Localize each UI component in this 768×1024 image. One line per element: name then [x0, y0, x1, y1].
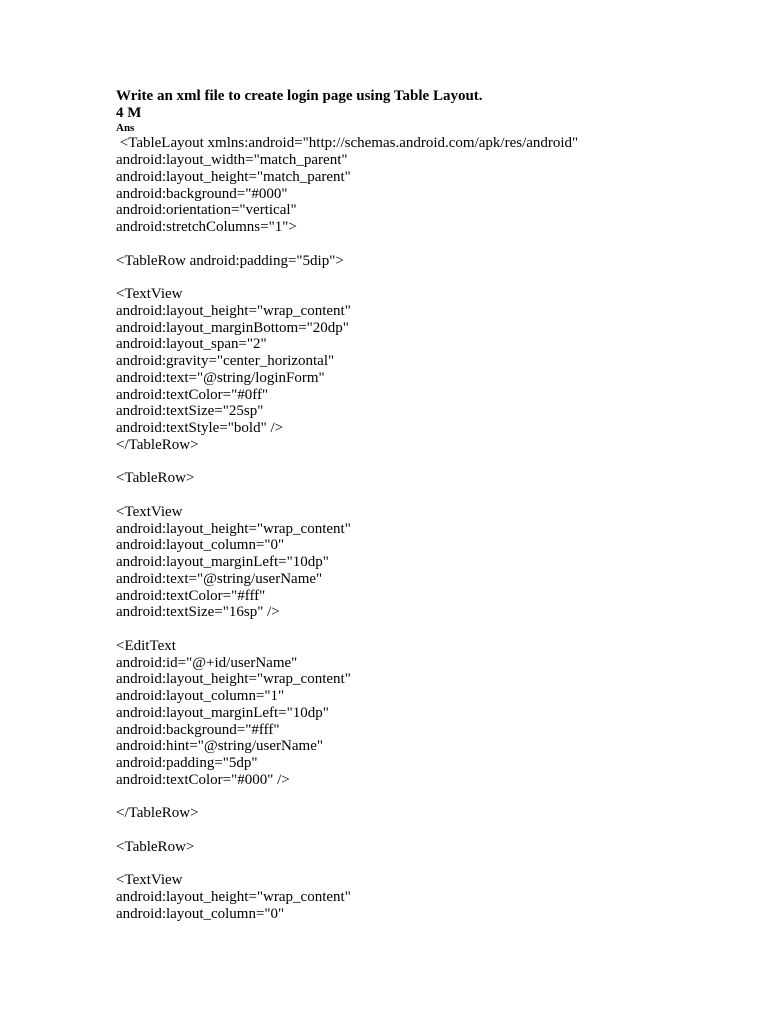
code-line: android:text="@string/userName" — [116, 570, 323, 587]
code-line: android:layout_span="2" — [116, 336, 267, 353]
code-line: </TableRow> — [116, 436, 199, 453]
code-line: android:orientation="vertical" — [116, 202, 297, 219]
code-line: android:layout_width="match_parent" — [116, 152, 348, 169]
code-line: android:background="#000" — [116, 185, 288, 202]
code-line: android:layout_height="match_parent" — [116, 168, 351, 185]
code-line: <TextView — [116, 503, 183, 520]
code-line: android:text="@string/loginForm" — [116, 369, 325, 386]
code-block — [116, 135, 716, 922]
code-line: android:stretchColumns="1"> — [116, 219, 297, 236]
code-line: android:id="@+id/userName" — [116, 654, 298, 671]
code-line: android:background="#fff" — [116, 721, 280, 738]
blank-line — [116, 822, 716, 839]
code-line: <TableRow> — [116, 470, 195, 487]
code-line: android:layout_column="0" — [116, 537, 285, 554]
code-line: android:layout_height="wrap_content" — [116, 302, 351, 319]
code-line: android:layout_height="wrap_content" — [116, 889, 351, 906]
answer-label: Ans — [116, 122, 135, 135]
code-line: <TextView — [116, 286, 183, 303]
code-line: android:textSize="25sp" — [116, 403, 264, 420]
code-line: android:textStyle="bold" /> — [116, 420, 284, 437]
blank-line — [116, 269, 716, 286]
question-heading: Write an xml file to create login page using Table Layout. — [116, 88, 483, 104]
code-line: android:textColor="#000" /> — [116, 771, 290, 788]
blank-line — [116, 236, 716, 253]
code-line: android:layout_marginBottom="20dp" — [116, 319, 349, 336]
code-line: <TableRow> — [116, 838, 195, 855]
code-line: android:textColor="#0ff" — [116, 386, 269, 403]
code-line: android:layout_column="1" — [116, 688, 285, 705]
blank-line — [116, 789, 716, 806]
code-line: <TableRow android:padding="5dip"> — [116, 252, 344, 269]
blank-line — [116, 454, 716, 471]
code-line: <TextView — [116, 872, 183, 889]
code-line: <EditText — [116, 637, 176, 654]
blank-line — [116, 621, 716, 638]
marks-label: 4 M — [116, 104, 142, 121]
code-line: </TableRow> — [116, 805, 199, 822]
code-line: android:layout_marginLeft="10dp" — [116, 704, 329, 721]
code-line: android:textSize="16sp" /> — [116, 604, 280, 621]
code-line: android:gravity="center_horizontal" — [116, 353, 335, 370]
code-line: android:layout_column="0" — [116, 905, 285, 922]
blank-line — [116, 487, 716, 504]
code-line: android:hint="@string/userName" — [116, 738, 323, 755]
code-line: android:layout_marginLeft="10dp" — [116, 554, 329, 571]
blank-line — [116, 856, 716, 873]
code-line: <TableLayout xmlns:android="http://schemas.android.com/apk/res/android" — [116, 135, 579, 152]
document-content — [116, 88, 716, 923]
code-line: android:layout_height="wrap_content" — [116, 671, 351, 688]
code-line: android:padding="5dp" — [116, 755, 258, 772]
code-line: android:textColor="#fff" — [116, 587, 266, 604]
code-line: android:layout_height="wrap_content" — [116, 520, 351, 537]
